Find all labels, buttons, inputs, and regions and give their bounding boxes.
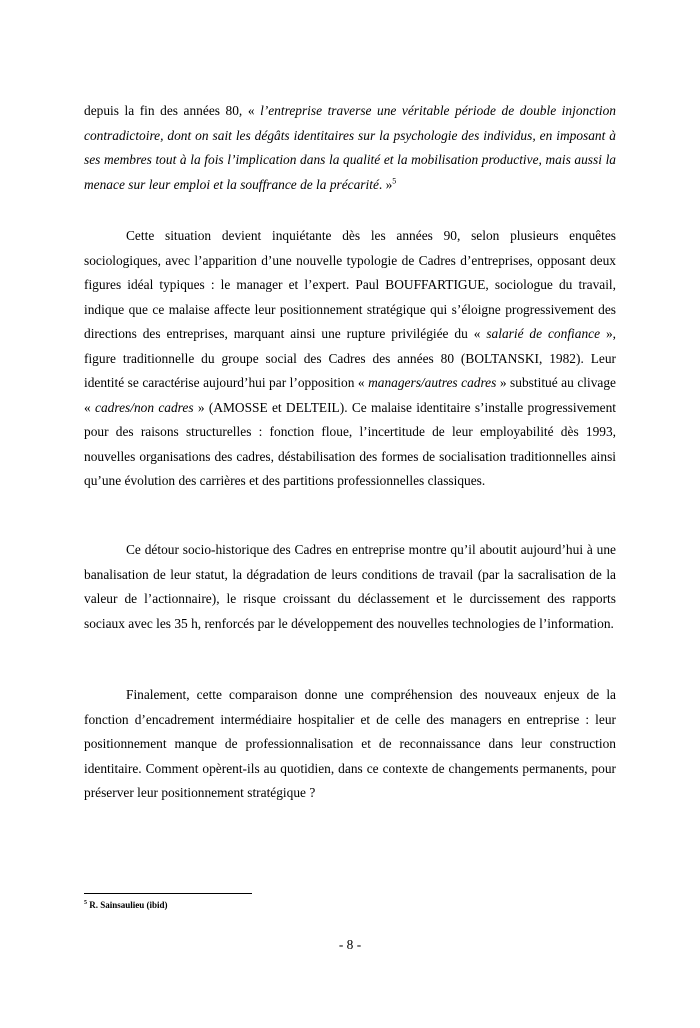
paragraph-situation-inquietante <box>84 224 616 494</box>
paragraph-text-segment: », figure traditionnelle du groupe social des Cadres des années 80 (BOLTANSKI, 1982). Leur identité se caractérise aujourd’hui par l’opposition « <box>84 326 617 390</box>
footnote-text: R. Sainsaulieu (ibid) <box>87 900 168 910</box>
footnote-number: 5 <box>84 900 87 906</box>
paragraph-finalement <box>84 683 616 806</box>
paragraph-detour-socio-historique <box>84 538 616 636</box>
footnote-reference[interactable]: 5 <box>392 176 397 186</box>
footnote <box>84 899 616 911</box>
page-number: - 8 - <box>338 937 362 952</box>
paragraph-text-segment: » substitué au clivage « <box>84 375 616 415</box>
paragraph-quote-double-injonction <box>84 99 616 197</box>
italic-term-salarie-de-confiance: salarié de confiance <box>486 326 601 341</box>
paragraph-text-segment: Cette situation devient inquiétante dès les années 90, selon plusieurs enquêtes sociologiques, avec l’apparition d’une nouvelle typologie de Cadres d’entreprises, opposant deux figures idéal typiques : le manager et l’expert. Paul BOUFFARTIGUE, sociologue du travail, indique que ce malaise affecte leur positionnement stratégique qui s’éloigne progressivement des directions des entreprises, marquant ainsi une rupture privilégiée du « <box>84 228 616 341</box>
footnote-separator <box>84 893 252 894</box>
paragraph-text: Finalement, cette comparaison donne une compréhension des nouveaux enjeux de la fonction d’encadrement intermédiaire hospitalier et de celle des managers en entreprise : leur positionnement manque de professionnalisation et de reconnaissance dans leur construction identitaire. Comment opèrent-ils au quotidien, dans ce contexte de changements permanents, pour préserver leur positionnement stratégique ? <box>84 687 616 800</box>
paragraph-text-segment: » (AMOSSE et DELTEIL). Ce malaise identitaire s’installe progressivement pour des raisons structurelles : fonction floue, l’incertitude de leur employabilité dès 1993, nouvelles organisations des cadres, déstabilisation des formes de socialisation traditionnelles ainsi qu’une évolution des carrières et des partitions professionnelles classiques. <box>84 399 617 488</box>
quote-closing: . » <box>378 176 393 192</box>
paragraph-lead-text: depuis la fin des années 80, « <box>84 103 261 118</box>
sainsaulieu-quote: l’entreprise traverse une véritable période de double injonction contradictoire, dont on sait les dégâts identitaires sur la psychologie des individus, en imposant à ses membres tout à la fois l’implication dans la qualité et la mobilisation productive, mais aussi la menace sur leur emploi et la souffrance de la précarité <box>84 103 616 192</box>
italic-term-cadres-non-cadres: cadres/non cadres <box>95 399 194 415</box>
paragraph-text: Ce détour socio-historique des Cadres en entreprise montre qu’il aboutit aujourd’hui à une banalisation de leur statut, la dégradation de leurs conditions de travail (par la sacralisation de la valeur de l’actionnaire), le risque croissant du déclassement et le durcissement des rapports sociaux avec les 35 h, renforcés par le développement des nouvelles technologies de l’information. <box>84 542 616 631</box>
italic-term-managers-autres-cadres: managers/autres cadres <box>368 375 497 390</box>
